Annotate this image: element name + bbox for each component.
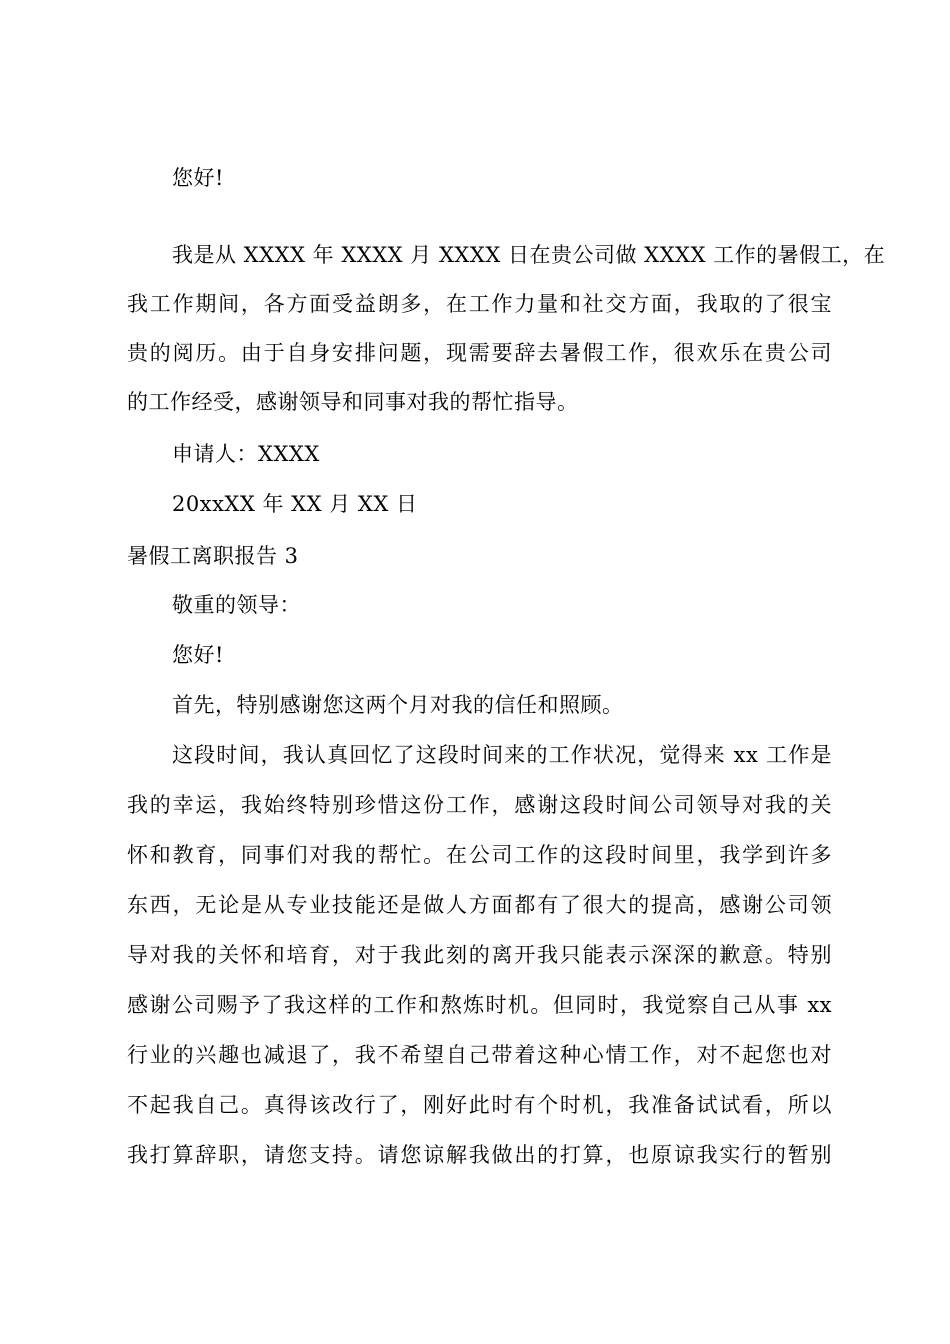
paragraph-line: 导对我的关怀和培育，对于我此刻的离开我只能表示深深的歉意。特别 [127, 943, 832, 967]
paragraph-line: 这段时间，我认真回忆了这段时间来的工作状况，觉得来 xx 工作是 [172, 743, 832, 767]
applicant-line: 申请人：XXXX [172, 442, 320, 466]
paragraph-line: 怀和教育，同事们对我的帮忙。在公司工作的这段时间里，我学到许多 [127, 843, 832, 867]
greeting: 您好! [172, 166, 224, 190]
date-line: 20xxXX 年 XX 月 XX 日 [172, 492, 418, 516]
paragraph-line: 我是从 XXXX 年 XXXX 月 XXXX 日在贵公司做 XXXX 工作的暑假工，在 [172, 243, 886, 267]
paragraph-line: 我打算辞职，请您支持。请您谅解我做出的打算，也原谅我实行的暂别 [127, 1143, 832, 1167]
paragraph-line: 贵的阅历。由于自身安排问题，现需要辞去暑假工作，很欢乐在贵公司 [127, 341, 832, 365]
greeting: 您好! [172, 643, 224, 667]
paragraph-line: 感谢公司赐予了我这样的工作和熬炼时机。但同时，我觉察自己从事 xx [127, 993, 832, 1017]
paragraph-line: 行业的兴趣也减退了，我不希望自己带着这种心情工作，对不起您也对 [127, 1043, 832, 1067]
paragraph-line: 我工作期间，各方面受益朗多，在工作力量和社交方面，我取的了很宝 [127, 292, 832, 316]
paragraph-line: 东西，无论是从专业技能还是做人方面都有了很大的提高，感谢公司领 [127, 893, 832, 917]
paragraph-line: 的工作经受，感谢领导和同事对我的帮忙指导。 [127, 390, 579, 414]
paragraph-line: 不起我自己。真得该改行了，刚好此时有个时机，我准备试试看，所以 [127, 1093, 832, 1117]
paragraph-line: 首先，特别感谢您这两个月对我的信任和照顾。 [172, 693, 624, 717]
paragraph-line: 我的幸运，我始终特别珍惜这份工作，感谢这段时间公司领导对我的关 [127, 793, 832, 817]
salutation: 敬重的领导： [172, 593, 301, 617]
section-title: 暑假工离职报告 3 [127, 544, 299, 568]
